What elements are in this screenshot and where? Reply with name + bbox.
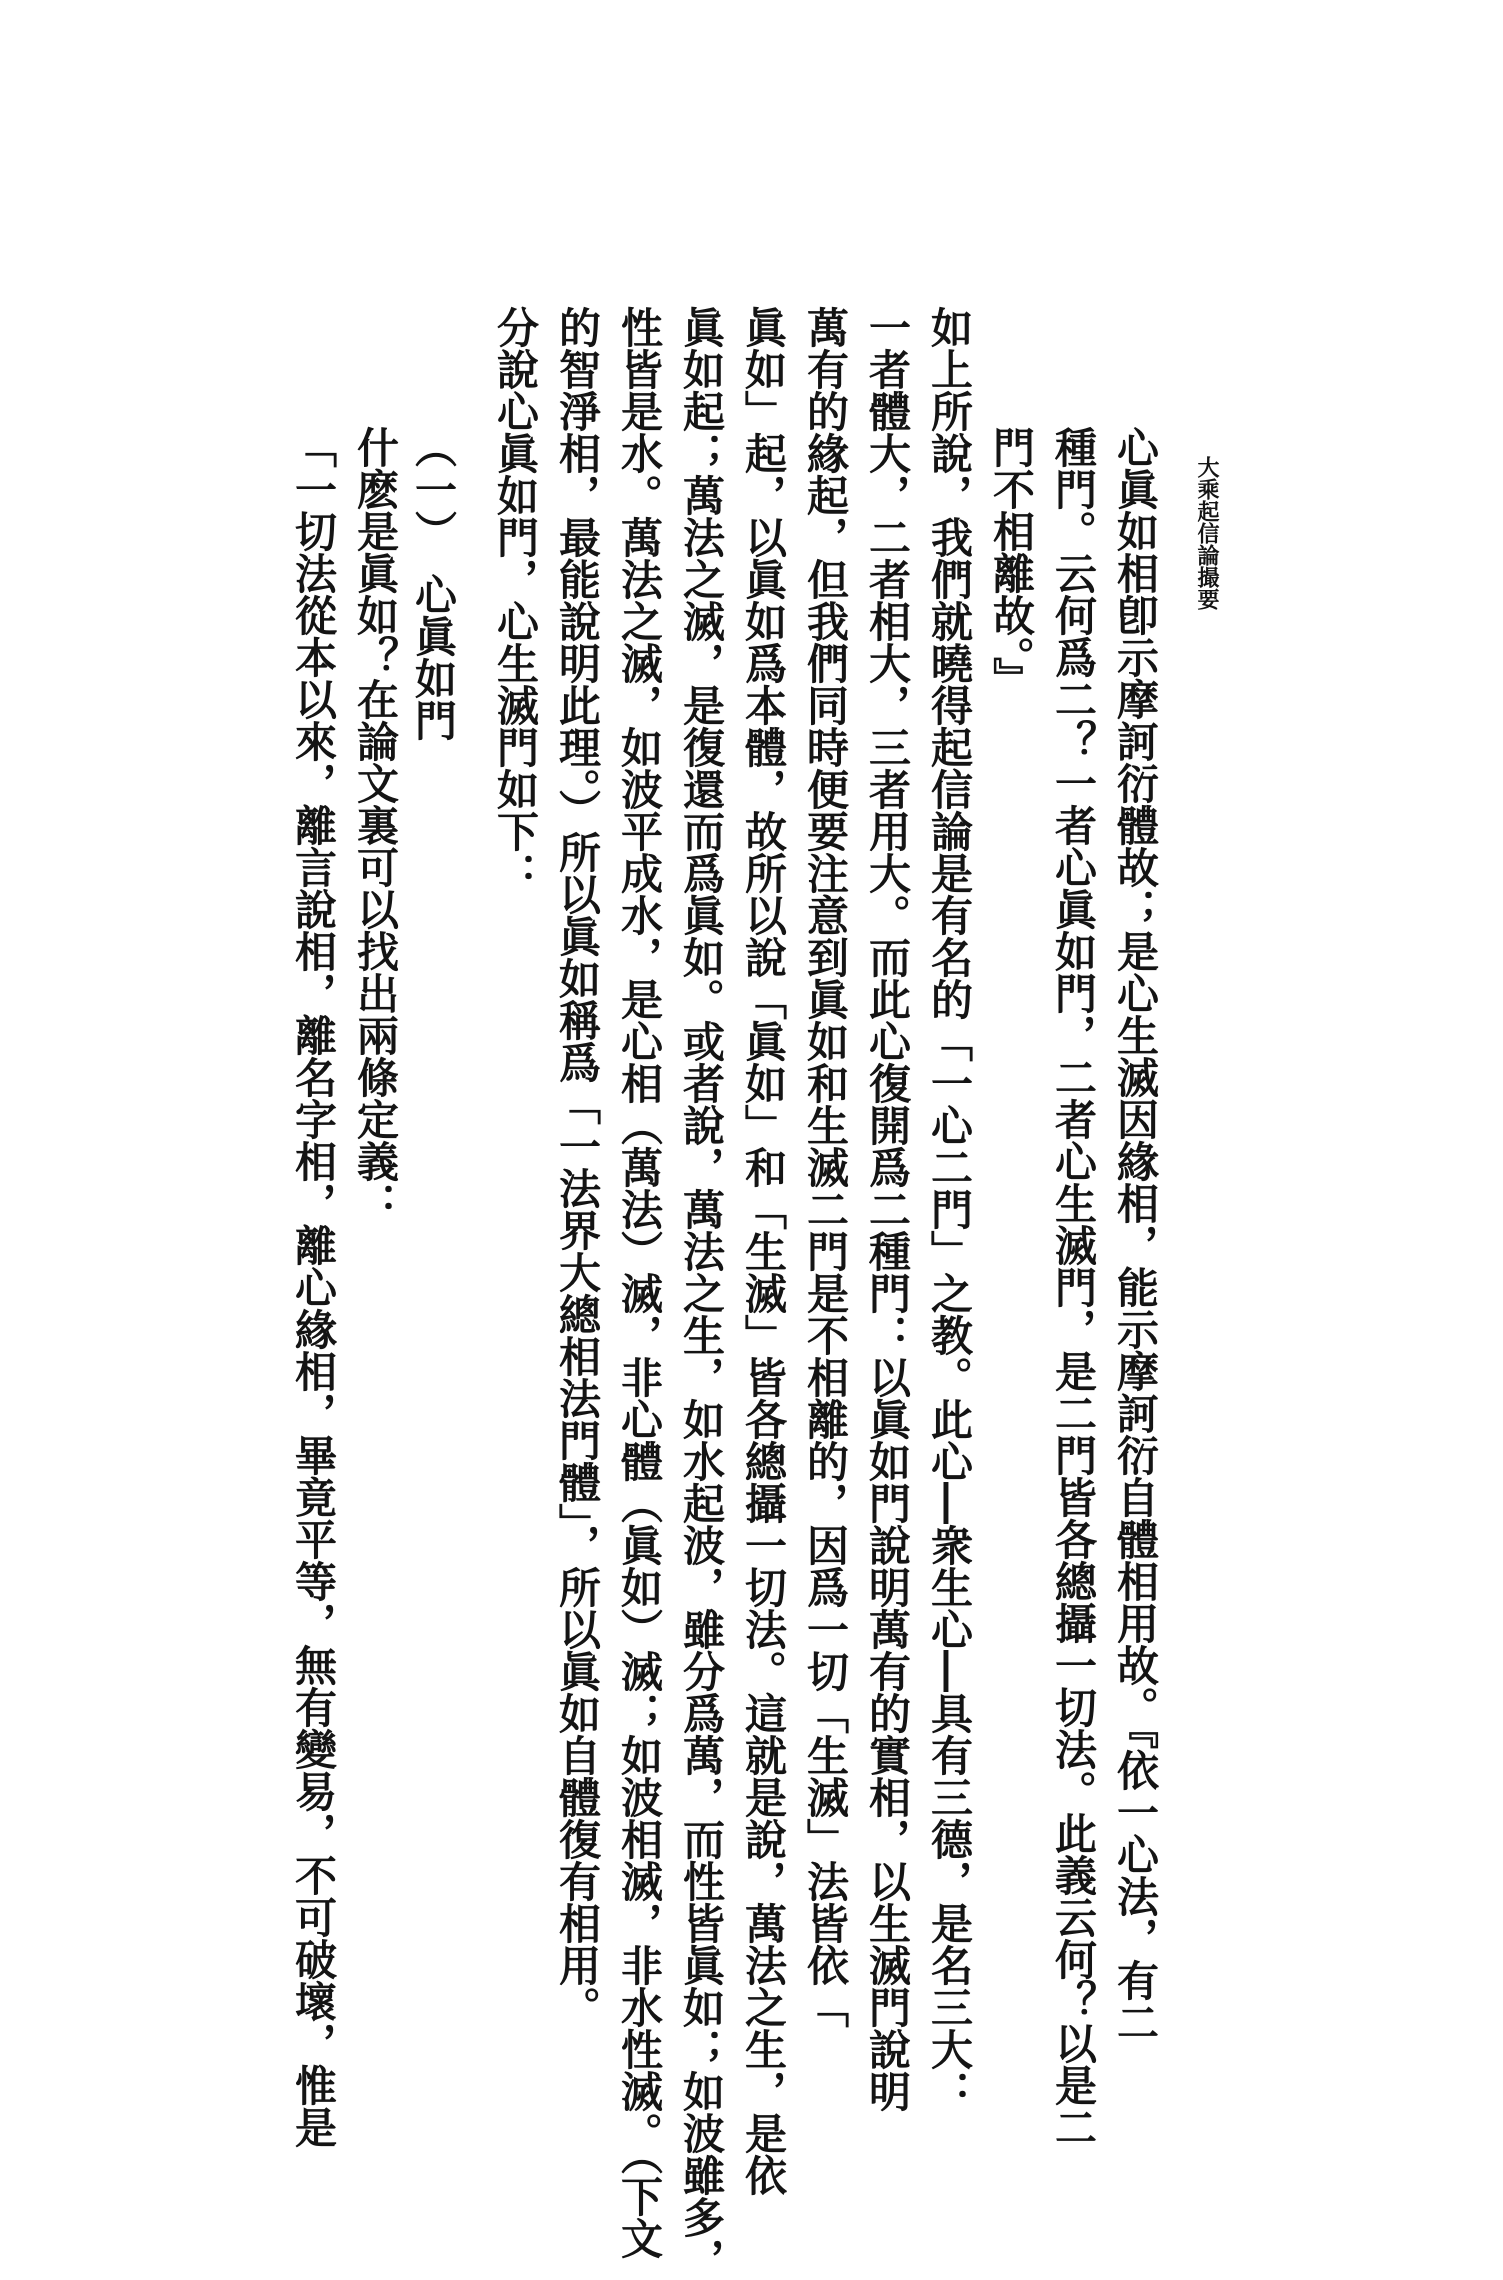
text-column: 一者體大，二者相大，三者用大。而此心復開爲二種門：以眞如門說明萬有的實相，以生滅門說明 [863,306,912,2112]
text-column: 的智淨相，最能說明此理。）所以眞如稱爲「一法界大總相法門體」，所以眞如自體復有相用。 [553,306,602,2028]
text-column: 種門。云何爲二？一者心眞如門，二者心生滅門，是二門皆各總攝一切法。此義云何？以是二 [1049,426,1098,2148]
text-column: 心眞如相卽示摩訶衍體故；是心生滅因緣相，能示摩訶衍自體相用故。『依一心法，有二 [1111,426,1160,2043]
text-column: 眞如起；萬法之滅，是復還而爲眞如。或者說，萬法之生，如水起波，雖分爲萬，而性皆眞如；如波雖多， [677,306,726,2280]
text-column: 門不相離故。』 [987,426,1036,699]
text-column: 如上所說，我們就曉得起信論是有名的「一心二門」之教。此心―衆生心―具有三德，是名三大： [925,306,974,2112]
section-heading: （一） 心眞如門 [409,426,458,741]
text-column: 眞如」起，以眞如爲本體，故所以說「眞如」和「生滅」皆各總攝一切法。這就是說，萬法之生，是依 [739,306,788,2196]
text-column: 什麽是眞如？在論文裏可以找出兩條定義： [351,426,400,1224]
text-column: 性皆是水。萬法之滅，如波平成水，是心相（萬法）滅，非心體（眞如）滅；如波相滅，非水性滅。（下文 [615,306,664,2259]
text-column: 分說心眞如門，心生滅門如下： [491,306,540,894]
text-column: 「一切法從本以來，離言說相，離名字相，離心緣相，畢竟平等，無有變易，不可破壞，惟是 [289,426,338,2148]
text-column: 萬有的緣起，但我們同時便要注意到眞如和生滅二門是不相離的，因爲一切「生滅」法皆依「 [801,306,850,2028]
running-header: 大乘起信論撮要 [1194,456,1220,610]
